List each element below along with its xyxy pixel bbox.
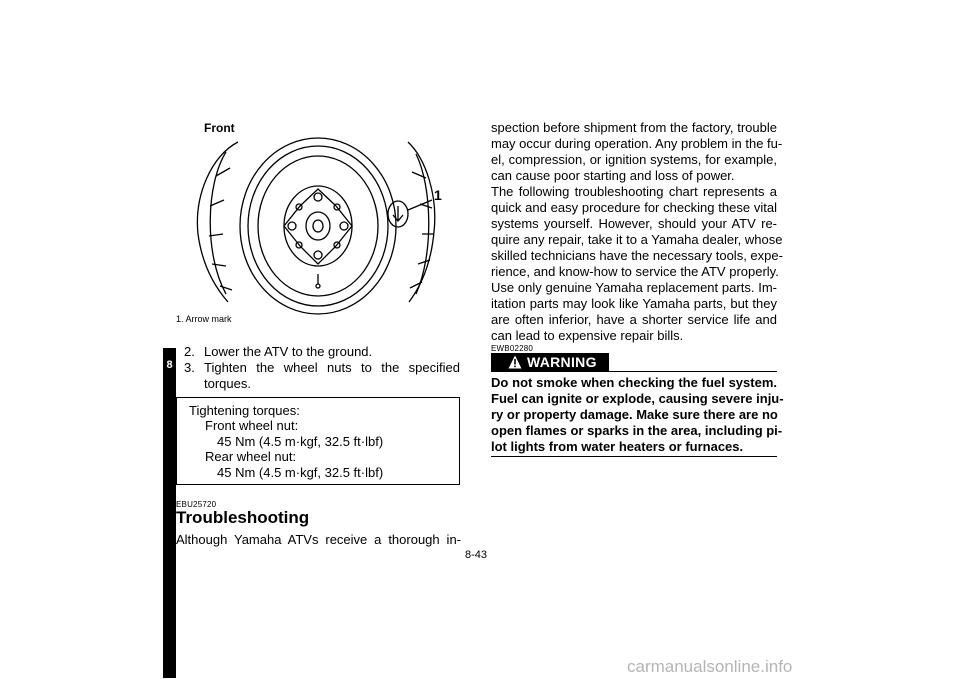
step-number: 2. — [184, 344, 195, 359]
wheel-illustration — [176, 114, 461, 324]
paragraph-line: el, compression, or ignition systems, for example, — [491, 152, 777, 167]
paragraph-line: spection before shipment from the factory, trouble — [491, 120, 777, 135]
figure-caption: 1. Arrow mark — [176, 314, 232, 324]
paragraph-line: can cause poor starting and loss of power. — [491, 168, 735, 183]
step-3 — [184, 360, 460, 394]
paragraph-line: itation parts may look like Yamaha parts, but they — [491, 296, 777, 311]
warning-banner — [491, 353, 609, 371]
paragraph-line: quick and easy procedure for checking these vital — [491, 200, 777, 215]
step-number: 3. — [184, 360, 195, 375]
paragraph-line: quire any repair, take it to a Yamaha dealer, whose — [491, 232, 783, 247]
paragraph-line: can lead to expensive repair bills. — [491, 328, 684, 343]
rear-nut-value: 45 Nm (4.5 m·kgf, 32.5 ft·lbf) — [217, 465, 384, 480]
warning-line: ry or property damage. Make sure there are no — [491, 407, 778, 422]
figure-front-label: Front — [204, 121, 235, 135]
step-text: Lower the ATV to the ground. — [204, 344, 373, 359]
watermark: carmanualsonline.info — [627, 657, 793, 676]
figure-callout-number: 1 — [434, 187, 442, 203]
troubleshooting-paragraph — [491, 120, 783, 344]
warning-triangle-icon — [508, 355, 522, 369]
warning-line: Fuel can ignite or explode, causing severe inju- — [491, 391, 784, 406]
front-nut-label: Front wheel nut: — [205, 418, 299, 433]
warning-line: Do not smoke when checking the fuel system. — [491, 375, 777, 390]
torque-title: Tightening torques: — [189, 403, 300, 418]
warning-top-rule — [491, 371, 777, 372]
paragraph-line: systems yourself. However, should your ATV re- — [491, 216, 777, 231]
warning-line: open flames or sparks in the area, including pi- — [491, 423, 783, 438]
step-text-line1: Tighten the wheel nuts to the specified — [204, 360, 460, 375]
chapter-tab-label: 8 — [166, 359, 173, 371]
section-intro-text: Although Yamaha ATVs receive a thorough in- — [176, 532, 461, 547]
paragraph-line: rience, and know-how to service the ATV properly. — [491, 264, 779, 279]
wheel-figure — [176, 114, 461, 324]
page-number: 8-43 — [465, 549, 488, 561]
paragraph-line: Use only genuine Yamaha replacement parts. Im- — [491, 280, 777, 295]
front-nut-value: 45 Nm (4.5 m·kgf, 32.5 ft·lbf) — [217, 434, 384, 449]
torque-spec-box — [176, 397, 460, 485]
warning-text — [491, 375, 784, 455]
section-title: Troubleshooting — [176, 508, 310, 527]
paragraph-line: skilled technicians have the necessary tools, expe- — [491, 248, 783, 263]
warning-line: lot lights from water heaters or furnaces. — [491, 439, 744, 454]
paragraph-line: are often inferior, have a shorter service life and — [491, 312, 777, 327]
rear-nut-label: Rear wheel nut: — [205, 449, 297, 464]
warning-label: WARNING — [527, 354, 597, 370]
warning-bottom-rule — [491, 456, 777, 457]
step-text-line2: torques. — [204, 376, 251, 391]
section-code: EBU25720 — [176, 500, 217, 509]
paragraph-line: The following troubleshooting chart represents a — [491, 184, 777, 199]
paragraph-line: may occur during operation. Any problem in the fu- — [491, 136, 783, 151]
warning-code: EWB02280 — [491, 344, 534, 353]
chapter-tab — [163, 348, 176, 678]
